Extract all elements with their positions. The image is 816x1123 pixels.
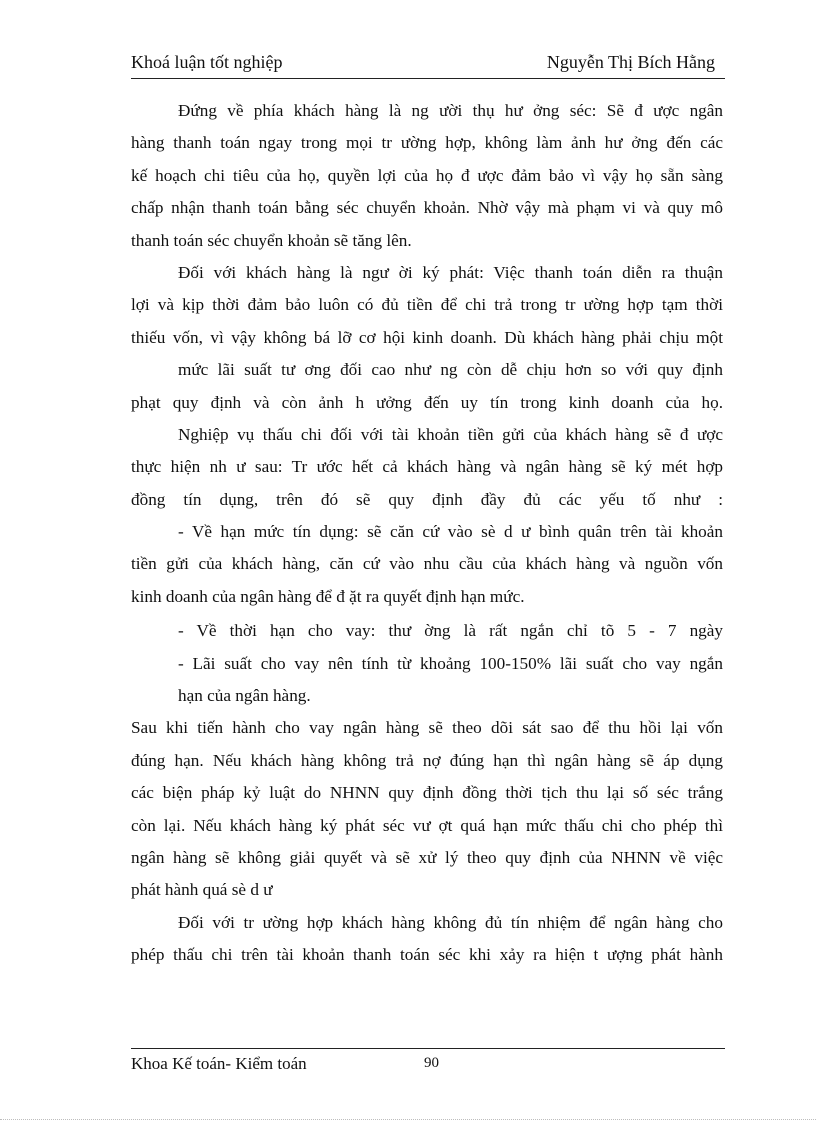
text-line: đúng hạn. Nếu khách hàng không trả nợ đúng hạn thì ngân hàng sẽ áp dụng xyxy=(131,750,723,770)
text-line: - Về thời hạn cho vay: thư ờng là rất ngắn chỉ tõ 5 - 7 ngày xyxy=(178,621,723,641)
text-line: hàng thanh toán ngay trong mọi tr ường hợp, không làm ảnh hư ởng đến các xyxy=(131,133,723,153)
header-author-name: Nguyễn Thị Bích Hằng xyxy=(546,52,715,72)
text-line: Nghiệp vụ thấu chi đối với tài khoản tiền gửi của khách hàng sẽ đ ược xyxy=(178,424,723,444)
text-line: Đối với tr ường hợp khách hàng không đủ tín nhiệm để ngân hàng cho xyxy=(178,912,723,932)
text-line: Đối với khách hàng là ngư ời ký phát: Việc thanh toán diễn ra thuận xyxy=(178,262,723,282)
text-line: Đứng về phía khách hàng là ng ười thụ hư ởng séc: Sẽ đ ược ngân xyxy=(178,101,723,120)
text-line: Sau khi tiến hành cho vay ngân hàng sẽ theo dõi sát sao để thu hồi lại vốn xyxy=(131,718,723,738)
text-line: ngân hàng sẽ không giải quyết và sẽ xử lý theo quy định của NHNN về việc xyxy=(131,847,723,867)
text-line: đồng tín dụng, trên đó sẽ quy định đầy đủ các yếu tố như : xyxy=(131,489,723,509)
text-line: thanh toán séc chuyển khoản sẽ tăng lên. xyxy=(131,230,412,250)
text-line: tiền gửi của khách hàng, căn cứ vào nhu cầu của khách hàng và nguồn vốn xyxy=(131,554,723,574)
page-header xyxy=(131,52,725,79)
text-line: kinh doanh của ngân hàng để đ ặt ra quyết định hạn mức. xyxy=(131,586,525,606)
page-bottom-divider xyxy=(0,1119,816,1120)
text-line: các biện pháp kỷ luật do NHNN quy định đồng thời tịch thu lại số séc trắng xyxy=(131,783,723,803)
text-line: phép thấu chi trên tài khoản thanh toán séc khi xảy ra hiện t ượng phát hành xyxy=(131,945,723,965)
text-line: hạn của ngân hàng. xyxy=(178,686,311,706)
text-line: còn lại. Nếu khách hàng ký phát séc vư ợt quá hạn mức thấu chi cho phép thì xyxy=(131,815,723,835)
page-number: 90 xyxy=(424,1055,439,1071)
text-line: lợi và kịp thời đảm bảo luôn có đủ tiền để chi trả trong tr ường hợp tạm thời xyxy=(131,295,723,315)
text-line: phạt quy định và còn ảnh h ưởng đến uy tín trong kinh doanh của họ. xyxy=(131,392,723,412)
text-line: - Lãi suất cho vay nên tính từ khoảng 100-150% lãi suất cho vay ngắn xyxy=(178,653,723,673)
text-line: thực hiện nh ư sau: Tr ước hết cả khách hàng và ngân hàng sẽ ký mét hợp xyxy=(131,457,723,477)
text-line: phát hành quá sè d ư xyxy=(131,880,273,900)
footer-department: Khoa Kế toán- Kiểm toán xyxy=(131,1054,307,1073)
document-body xyxy=(131,95,723,972)
page-footer xyxy=(131,1048,725,1073)
text-line: mức lãi suất tư ơng đối cao như ng còn dễ chịu hơn so với quy định xyxy=(178,360,723,380)
text-line: chấp nhận thanh toán bằng séc chuyển khoản. Nhờ vậy mà phạm vi và quy mô xyxy=(131,198,723,218)
header-thesis-title: Khoá luận tốt nghiệp xyxy=(131,52,283,72)
text-line: - Về hạn mức tín dụng: sẽ căn cứ vào sè d ư bình quân trên tài khoản xyxy=(178,522,723,542)
text-line: thiếu vốn, vì vậy không bá lỡ cơ hội kinh doanh. Dù khách hàng phải chịu một xyxy=(131,327,723,347)
text-line: kế hoạch chi tiêu của họ, quyền lợi của họ đ ược đảm bảo vì vậy họ sẵn sàng xyxy=(131,165,723,185)
